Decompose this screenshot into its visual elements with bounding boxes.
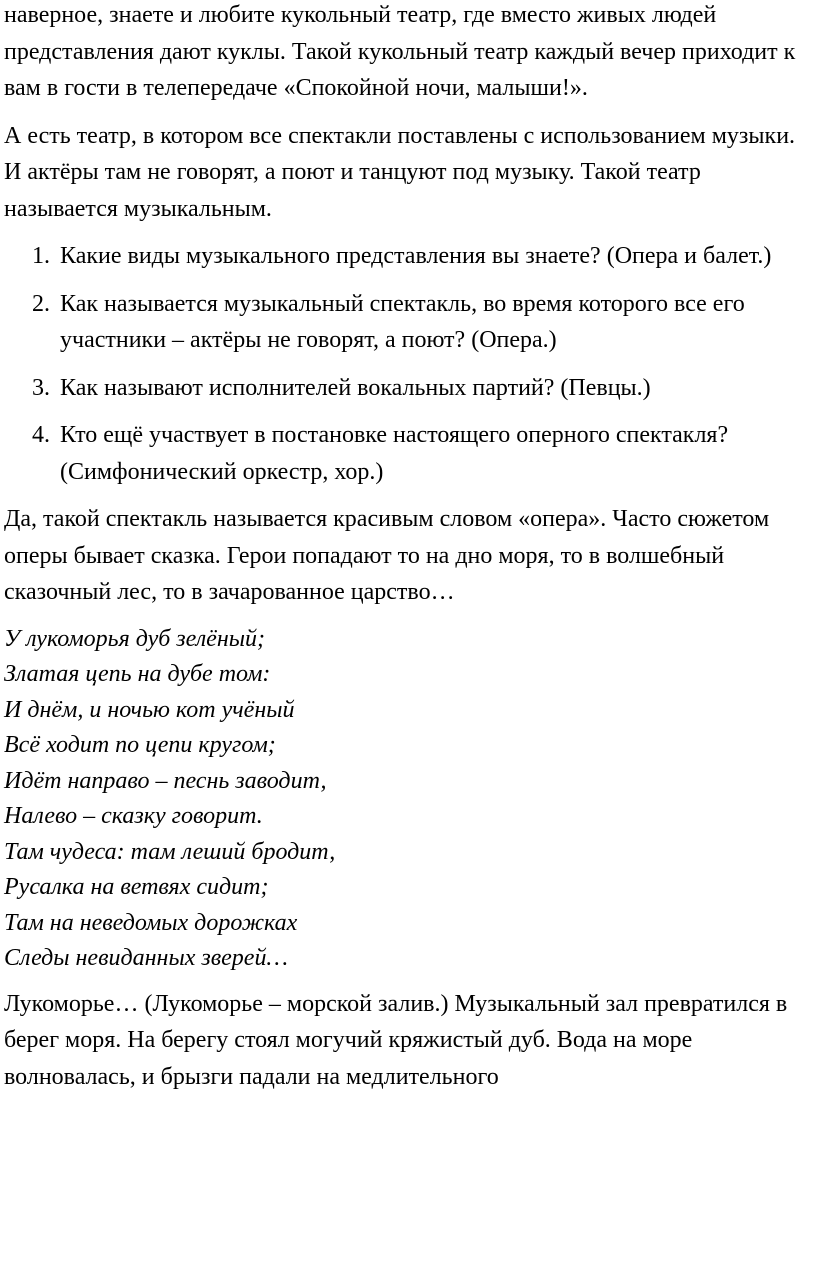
list-item-text: Кто ещё участвует в постановке настоящего оперного спектакля? (Симфонический оркестр, хор.) xyxy=(60,422,729,485)
paragraph-lukomorye: Лукоморье… (Лукоморье – морской залив.) Музыкальный зал превратился в берег моря. На берегу стоял могучий кряжистый дуб. Вода на море волновалась, и брызги падали на медлительного xyxy=(4,990,788,1090)
document-page xyxy=(4,0,814,1106)
poem-line: Русалка на ветвях сидит; xyxy=(4,874,269,900)
list-item-text: Какие виды музыкального представления вы знаете? (Опера и балет.) xyxy=(60,243,772,269)
list-item xyxy=(4,286,814,359)
poem-line: У лукоморья дуб зелёный; xyxy=(4,625,265,652)
paragraph-opera: Да, такой спектакль называется красивым словом «опера». Часто сюжетом оперы бывает сказка. Герои попадают то на дно моря, то в волшебный сказочный лес, то в зачарованное царство… xyxy=(4,506,770,605)
paragraph-puppet-theatre: наверное, знаете и любите кукольный театр, где вместо живых людей представления дают куклы. Такой кукольный театр каждый вечер приходит к вам в гости в телепередаче «Спокойной ночи, малыши!». xyxy=(4,2,796,101)
list-item xyxy=(4,238,814,275)
list-item-text: Как называют исполнителей вокальных партий? (Певцы.) xyxy=(60,374,651,401)
paragraph-musical-theatre: А есть театр, в котором все спектакли поставлены с использованием музыки. И актёры там не говорят, а поют и танцуют под музыку. Такой театр называется музыкальным. xyxy=(4,122,796,222)
list-item-number: 2. xyxy=(32,290,50,317)
poem-line: Златая цепь на дубе том: xyxy=(4,661,271,687)
poem-line: Идёт направо – песнь заводит, xyxy=(4,767,327,794)
poem-line: Всё ходит по цепи кругом; xyxy=(4,732,276,758)
poem-line: Там чудеса: там леший бродит, xyxy=(4,838,336,865)
poem-line: И днём, и ночью кот учёный xyxy=(4,696,295,723)
list-item xyxy=(4,417,814,490)
poem-line: Следы невиданных зверей… xyxy=(4,945,288,971)
questions-list xyxy=(4,238,814,490)
poem-line: Налево – сказку говорит. xyxy=(4,803,263,829)
list-item-number: 1. xyxy=(32,243,50,269)
list-item xyxy=(4,370,814,407)
poem-excerpt xyxy=(4,622,814,977)
list-item-number: 4. xyxy=(32,422,50,448)
list-item-number: 3. xyxy=(32,374,50,401)
poem-line: Там на неведомых дорожках xyxy=(4,909,298,936)
list-item-text: Как называется музыкальный спектакль, во время которого все его участники – актёры не говорят, а поют? (Опера.) xyxy=(60,290,745,353)
